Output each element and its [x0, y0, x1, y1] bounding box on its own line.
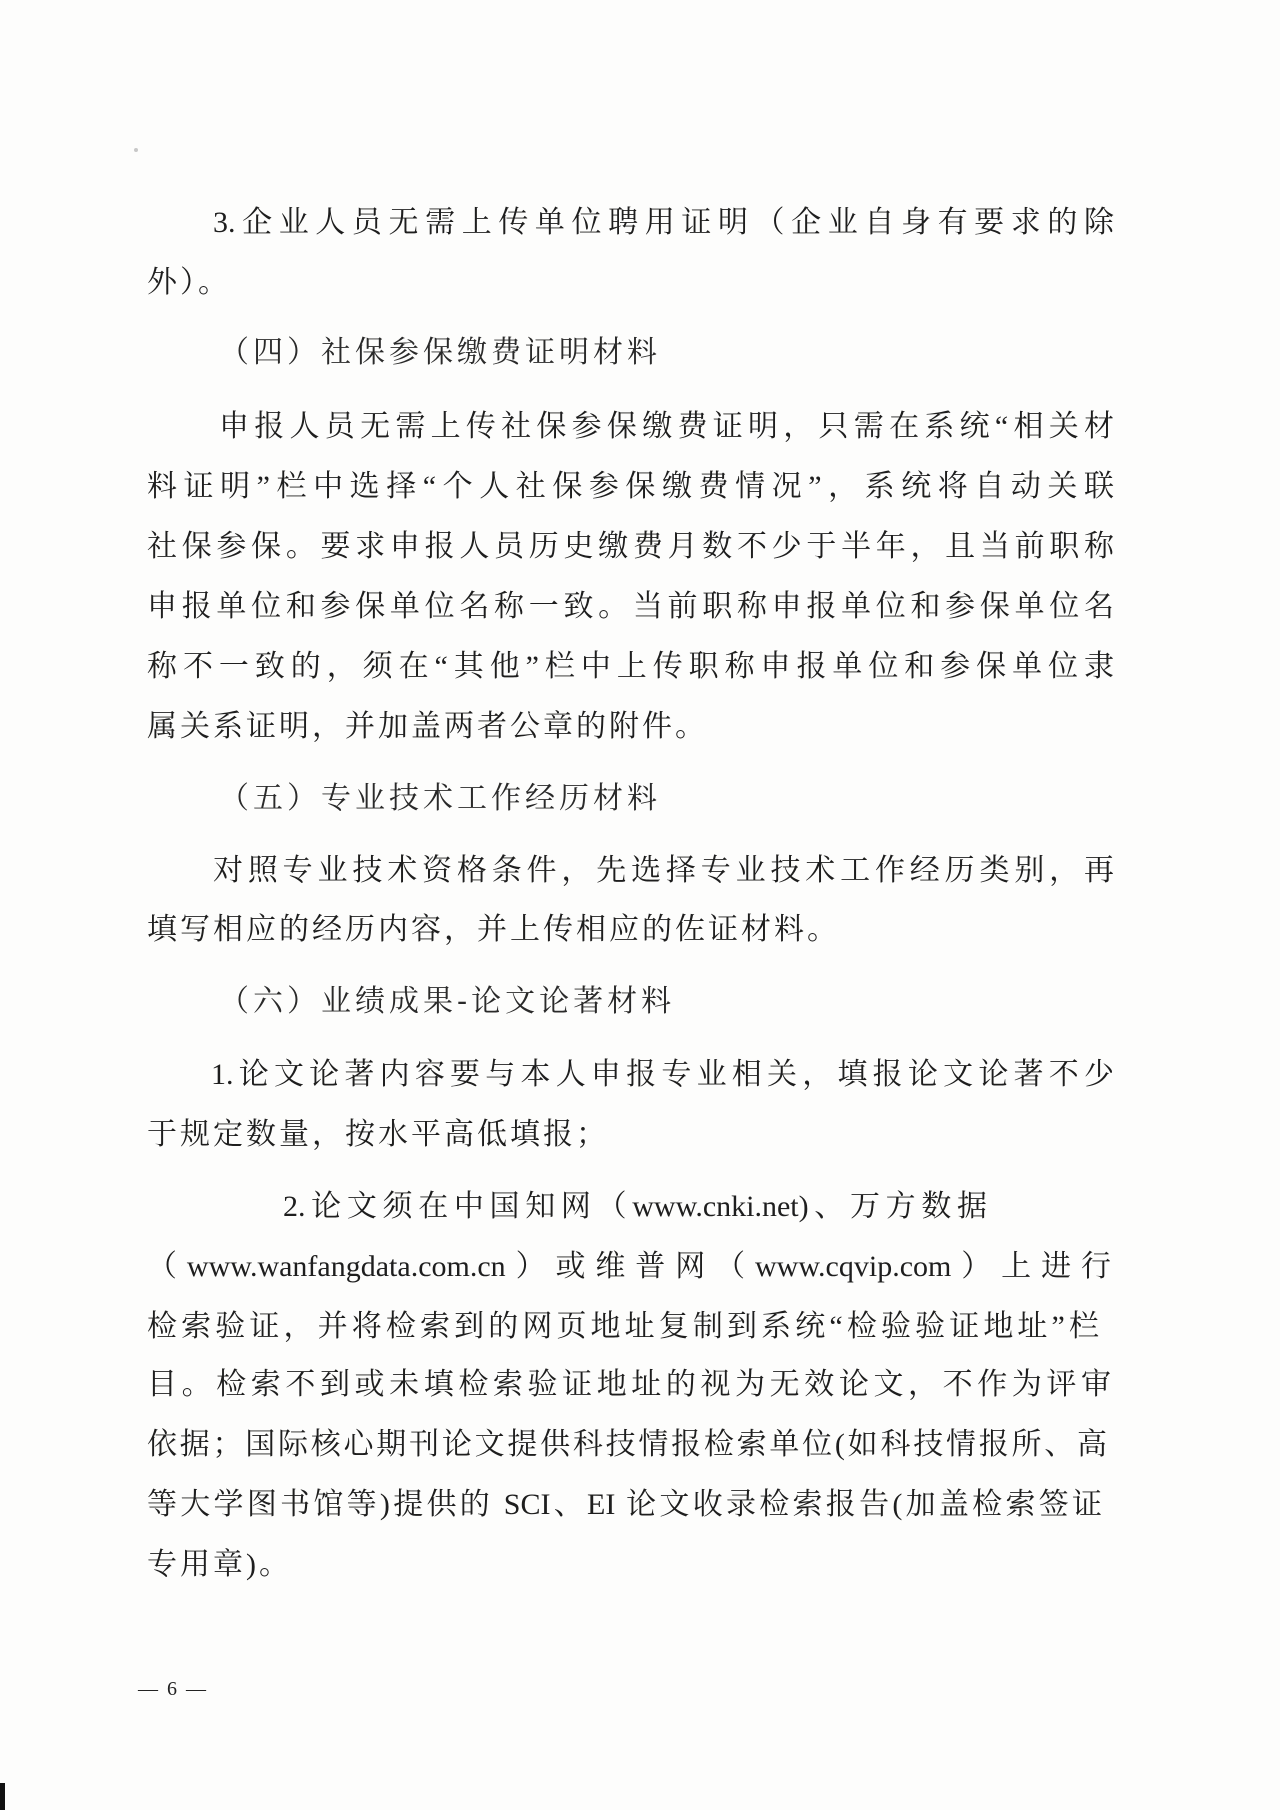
paragraph-line: 外）。 — [147, 266, 231, 299]
scan-speck — [134, 148, 138, 152]
paragraph-line: 申报单位和参保单位名称一致。当前职称申报单位和参保单位名 — [147, 590, 1114, 623]
paragraph-line: 称不一致的，须在“其他”栏中上传职称申报单位和参保单位隶 — [147, 650, 1114, 683]
paragraph-line: 3.企业人员无需上传单位聘用证明（企业自身有要求的除 — [213, 206, 1114, 239]
paragraph-line: 2.论文须在中国知网（www.cnki.net)、万方数据 — [283, 1190, 987, 1223]
paragraph-line: 1.论文论著内容要与本人申报专业相关，填报论文论著不少 — [211, 1058, 1114, 1091]
paragraph-line: 申报人员无需上传社保参保缴费证明，只需在系统“相关材 — [219, 410, 1114, 443]
paragraph-line: 属关系证明，并加盖两者公章的附件。 — [147, 710, 708, 743]
paragraph-line: 社保参保。要求申报人员历史缴费月数不少于半年，且当前职称 — [147, 530, 1114, 563]
paragraph-line: 等大学图书馆等)提供的 SCI、EI 论文收录检索报告(加盖检索签证 — [147, 1488, 1102, 1521]
paragraph-line: 依据；国际核心期刊论文提供科技情报检索单位(如科技情报所、高 — [147, 1428, 1107, 1461]
paragraph-line: 检索验证，并将检索到的网页地址复制到系统“检验验证地址”栏 — [147, 1310, 1099, 1343]
paragraph-line: 填写相应的经历内容，并上传相应的佐证材料。 — [147, 913, 840, 946]
paragraph-line: 目。检索不到或未填检索验证地址的视为无效论文，不作为评审 — [147, 1368, 1111, 1401]
paragraph-line: 对照专业技术资格条件，先选择专业技术工作经历类别，再 — [213, 854, 1114, 887]
page-number: — 6 — — [138, 1678, 208, 1700]
section-heading-work-experience: （五）专业技术工作经历材料 — [219, 781, 661, 816]
paragraph-line: （www.wanfangdata.com.cn）或维普网（www.cqvip.com）上进行 — [147, 1250, 1111, 1283]
section-heading-social-insurance: （四）社保参保缴费证明材料 — [219, 335, 661, 370]
scan-edge-mark — [0, 1783, 5, 1810]
paragraph-line: 专用章)。 — [147, 1548, 292, 1581]
paragraph-line: 料证明”栏中选择“个人社保参保缴费情况”，系统将自动关联 — [147, 470, 1114, 503]
section-heading-papers: （六）业绩成果-论文论著材料 — [219, 984, 676, 1019]
paragraph-line: 于规定数量，按水平高低填报； — [147, 1118, 609, 1151]
